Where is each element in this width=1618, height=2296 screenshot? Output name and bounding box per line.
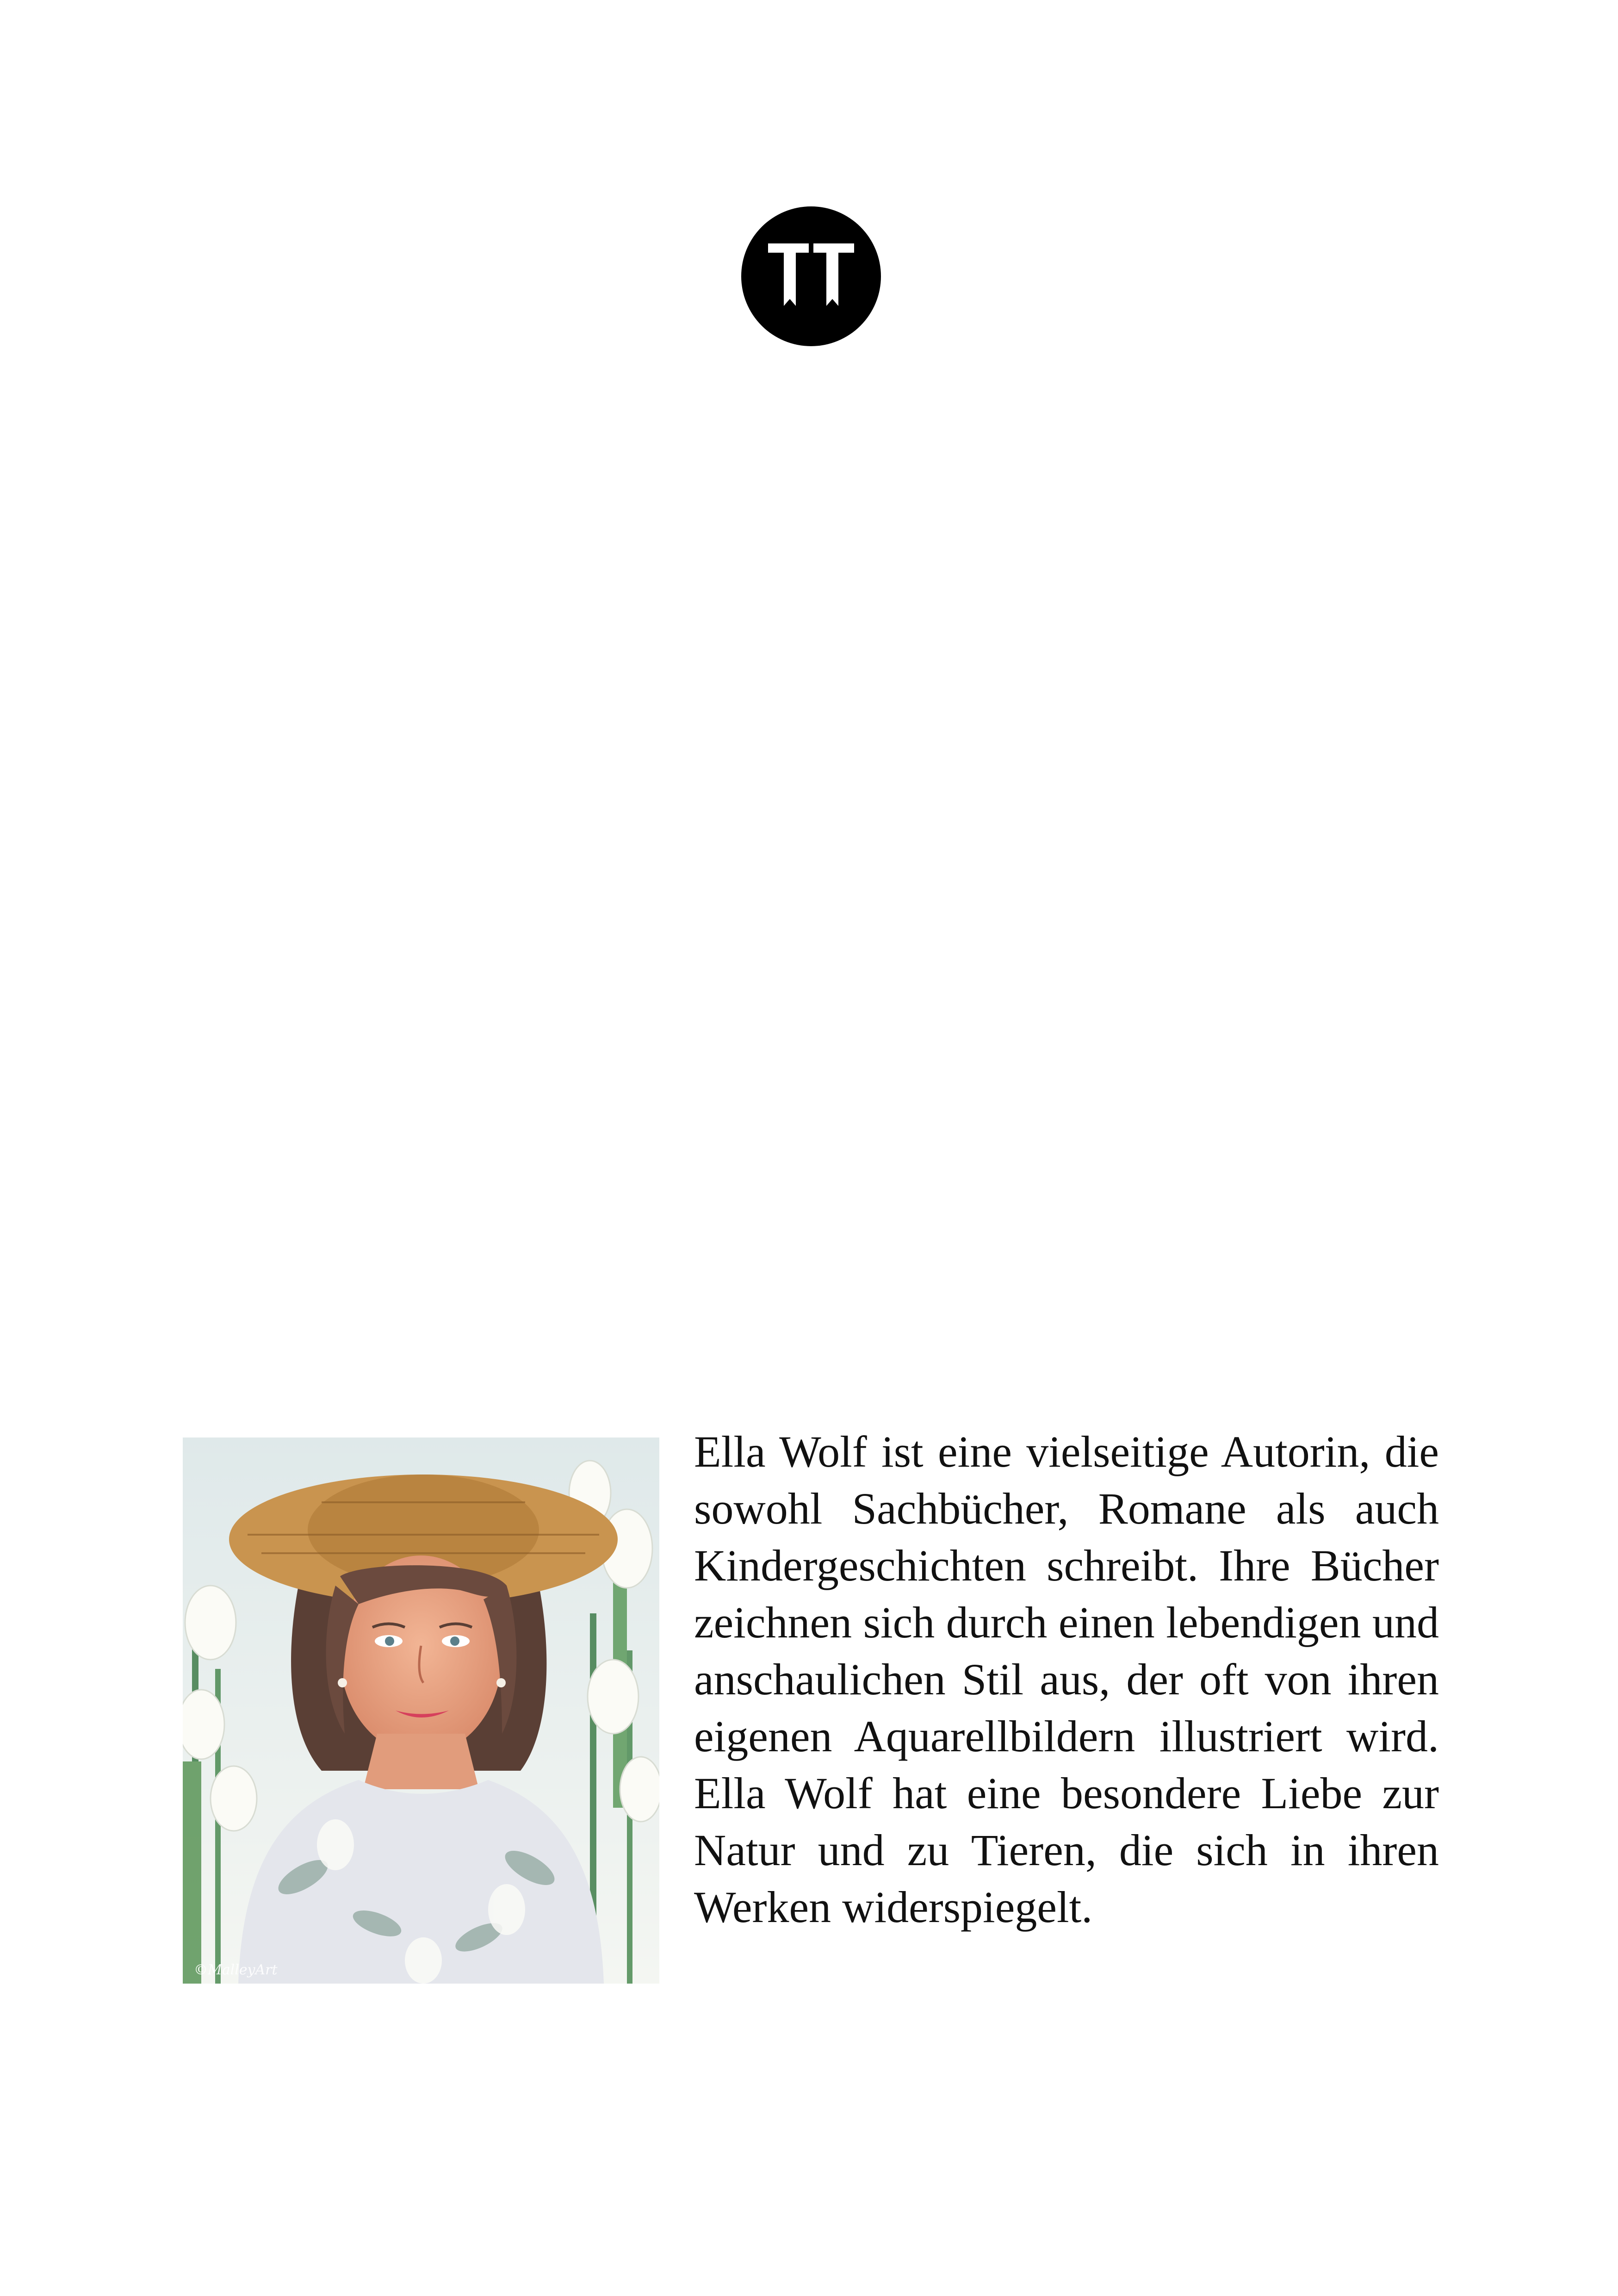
- publisher-logo-icon: [741, 206, 881, 346]
- author-bio-text: Ella Wolf ist eine vielseitige Autorin, die sowohl Sachbücher, Romane als auch Kindergeschichten schreibt. Ihre Bücher zeichnen sich durch einen lebendigen und anschaulichen Stil aus, der oft von ihren eigenen Aquarellbildern illustriert wird. Ella Wolf hat eine besondere Liebe zur Natur und zu Tieren, die sich in ihren Werken widerspiegelt.: [694, 1427, 1439, 1932]
- portrait-signature: ©MalleyArt: [194, 1962, 278, 1978]
- author-portrait: [183, 1437, 659, 1984]
